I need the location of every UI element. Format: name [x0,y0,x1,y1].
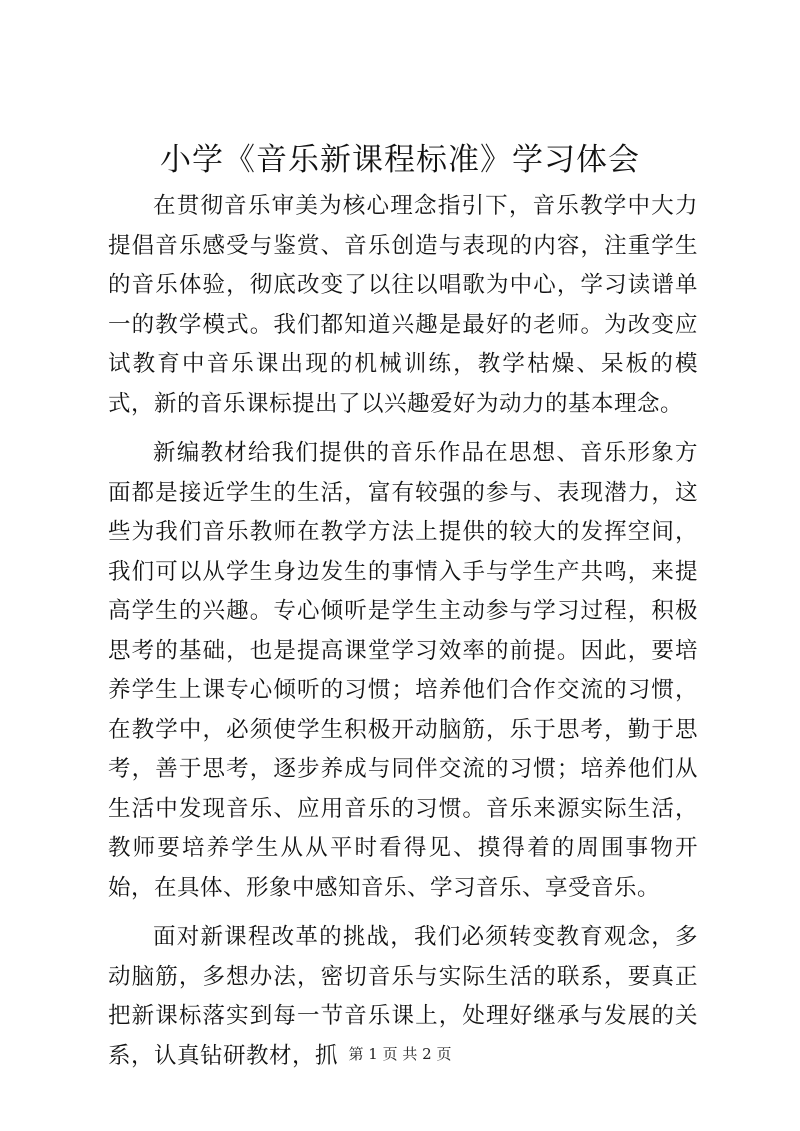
page-footer: 第 1 页 共 2 页 [348,1045,452,1063]
document-title: 小学《音乐新课程标准》学习体会 [160,142,640,178]
paragraph-3: 面对新课程改革的挑战，我们必须转变教育观念，多动脑筋，多想办法，密切音乐与实际生活的联系，要真正把新课标落实到每一节音乐课上，处理好继承与发展的关系，认真钻研教材，抓 [108,924,698,1069]
document-body [108,187,698,1086]
paragraph-1: 在贯彻音乐审美为核心理念指引下，音乐教学中大力提倡音乐感受与鉴赏、音乐创造与表现的内容，注重学生的音乐体验，彻底改变了以往以唱歌为中心，学习读谱单一的教学模式。我们都知道兴趣是最好的老师。为改变应试教育中音乐课出现的机械训练，教学枯燥、呆板的模式，新的音乐课标提出了以兴趣爱好为动力的基本理念。 [108,193,698,417]
paragraph-2: 新编教材给我们提供的音乐作品在思想、音乐形象方面都是接近学生的生活，富有较强的参与、表现潜力，这些为我们音乐教师在教学方法上提供的较大的发挥空间，我们可以从学生身边发生的事情入手与学生产共鸣，来提高学生的兴趣。专心倾听是学生主动参与学习过程，积极思考的基础，也是提高课堂学习效率的前提。因此，要培养学生上课专心倾听的习惯；培养他们合作交流的习惯，在教学中，必须使学生积极开动脑筋，乐于思考，勤于思考，善于思考，逐步养成与同伴交流的习惯；培养他们从生活中发现音乐、应用音乐的习惯。音乐来源实际生活，教师要培养学生从从平时看得见、摸得着的周围事物开始，在具体、形象中感知音乐、学习音乐、享受音乐。 [108,440,698,901]
